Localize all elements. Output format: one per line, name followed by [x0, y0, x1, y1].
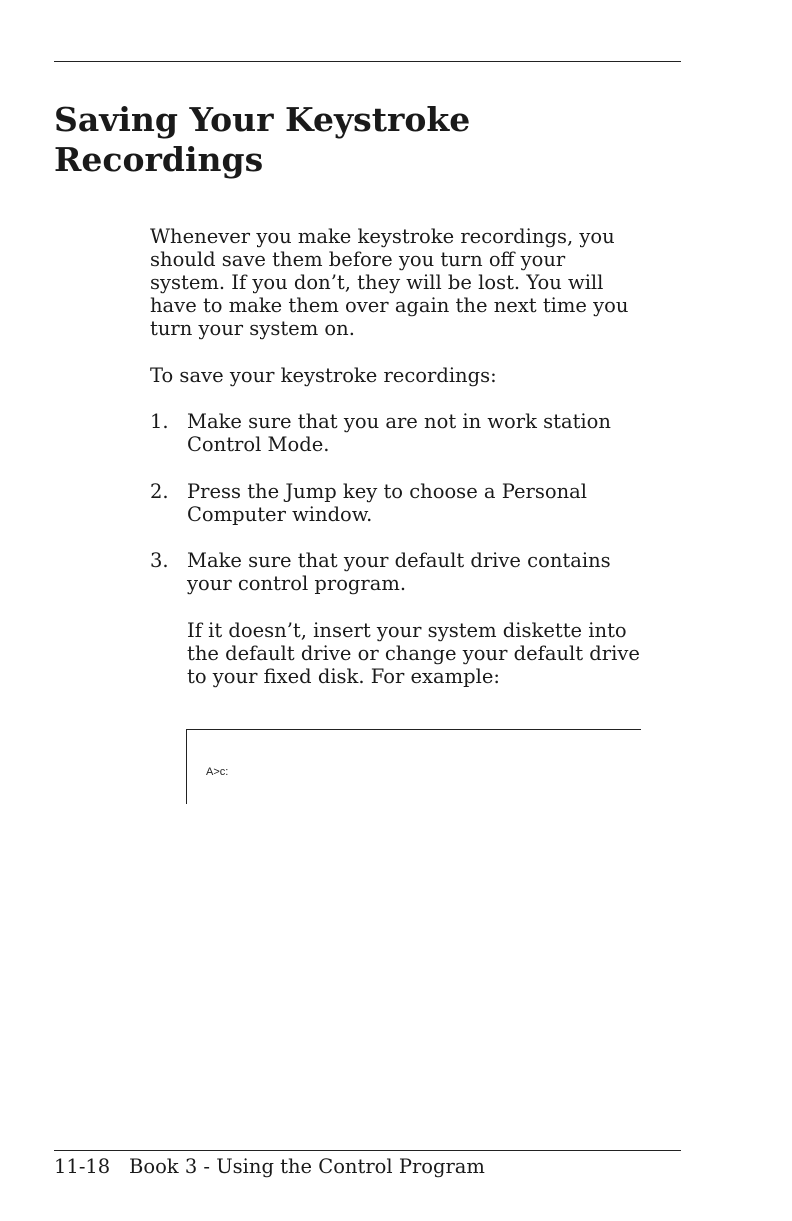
title-line-1: Saving Your Keystroke: [54, 100, 471, 139]
page-title: [54, 100, 694, 180]
step-line: Press the Jump key to choose a Personal: [187, 480, 588, 503]
step-text: [187, 480, 707, 526]
step-line: your control program.: [187, 572, 407, 595]
step-item-1: [150, 410, 710, 460]
intro-line: should save them before you turn off your: [150, 248, 566, 271]
step-number: 2.: [150, 480, 169, 503]
step-item-3: [150, 549, 710, 599]
command-prompt-text: A>c:: [206, 766, 229, 778]
step-number: 1.: [150, 410, 169, 433]
step-3-note: [187, 619, 707, 688]
lead-in-paragraph: To save your keystroke recordings:: [150, 364, 497, 387]
title-line-2: Recordings: [54, 140, 264, 179]
page-footer: [54, 1155, 485, 1178]
step-line: Control Mode.: [187, 433, 330, 456]
intro-line: have to make them over again the next time you: [150, 294, 629, 317]
bottom-rule: [54, 1150, 681, 1151]
step-item-2: [150, 480, 710, 530]
book-title: Book 3 - Using the Control Program: [129, 1155, 485, 1178]
step-text: [187, 410, 707, 456]
note-line: If it doesn’t, insert your system diskette into: [187, 619, 627, 642]
step-number: 3.: [150, 549, 169, 572]
intro-line: system. If you don’t, they will be lost. You will: [150, 271, 604, 294]
step-text: [187, 549, 707, 595]
page-number: 11-18: [54, 1155, 111, 1178]
screen-example-box: [186, 729, 641, 804]
intro-paragraph: [150, 225, 690, 340]
step-line: Make sure that your default drive contains: [187, 549, 611, 572]
top-rule: [54, 61, 681, 62]
step-line: Make sure that you are not in work station: [187, 410, 611, 433]
note-line: the default drive or change your default drive: [187, 642, 640, 665]
note-line: to your fixed disk. For example:: [187, 665, 500, 688]
intro-line: turn your system on.: [150, 317, 355, 340]
step-line: Computer window.: [187, 503, 373, 526]
intro-line: Whenever you make keystroke recordings, you: [150, 225, 615, 248]
